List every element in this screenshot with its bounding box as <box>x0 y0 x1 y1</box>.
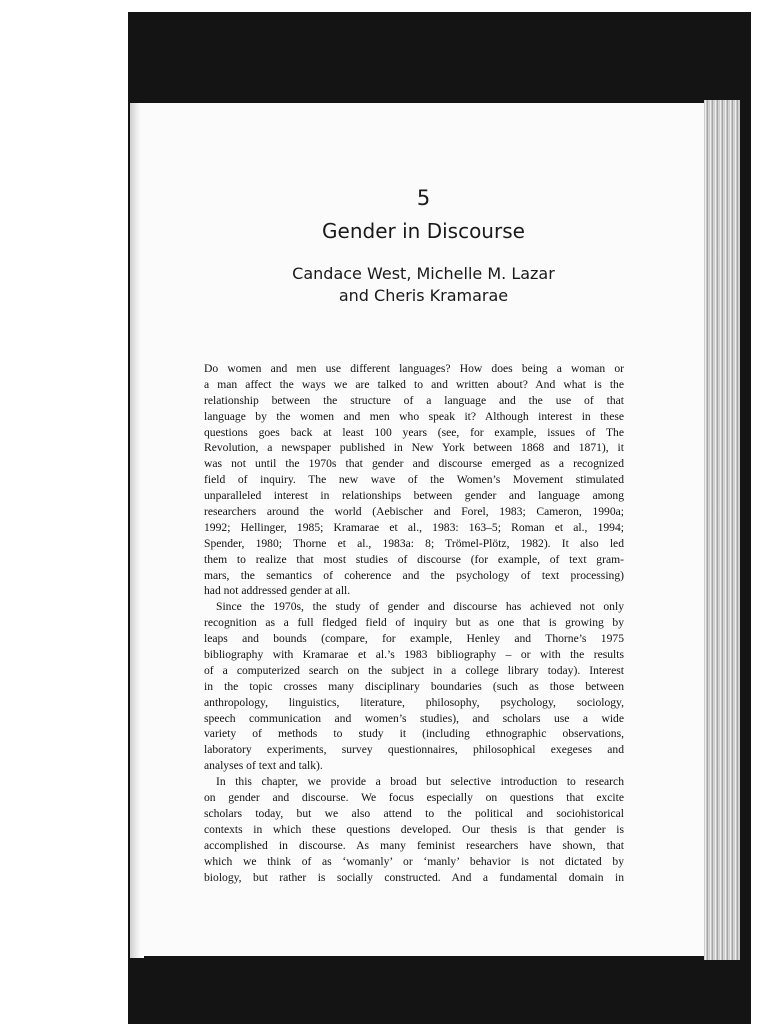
text-line: relationship between the structure of a language and the use of that <box>204 393 624 407</box>
author-line: and Cheris Kramarae <box>338 286 509 305</box>
text-line: laboratory experiments, survey questionnaires, philosophical exegeses and <box>204 743 624 757</box>
text-line: them to realize that most studies of discourse (for example, of text gram- <box>204 552 624 566</box>
text-line: biology, but rather is socially constructed. And a fundamental domain in <box>204 870 624 884</box>
chapter-title: Gender in Discourse <box>322 219 525 243</box>
text-line: 1992; Hellinger, 1985; Kramarae et al., 1983: 163–5; Roman et al., 1994; <box>204 520 624 534</box>
text-line: Since the 1970s, the study of gender and discourse has achieved not only <box>216 600 624 614</box>
text-line: language by the women and men who speak it? Although interest in these <box>204 409 624 423</box>
text-line: of a computerized search on the subject in a college library today). Interest <box>204 663 624 677</box>
text-line: In this chapter, we provide a broad but selective introduction to research <box>216 775 624 789</box>
text-line: anthropology, linguistics, literature, philosophy, psychology, sociology, <box>204 695 624 709</box>
text-line: Do women and men use different languages? How does being a woman or <box>204 362 624 375</box>
text-line: questions goes back at least 100 years (see, for example, issues of The <box>204 425 624 439</box>
text-line: leaps and bounds (compare, for example, Henley and Thorne’s 1975 <box>204 632 624 646</box>
text-line: Revolution, a newspaper published in New York between 1868 and 1871), it <box>204 441 624 455</box>
body-text <box>204 361 624 885</box>
text-line: in the topic crosses many disciplinary boundaries (such as those between <box>204 679 624 693</box>
text-line: analyses of text and talk). <box>204 759 323 773</box>
chapter-authors <box>140 263 707 307</box>
text-line: had not addressed gender at all. <box>204 584 351 598</box>
text-line: was not until the 1970s that gender and discourse emerged as a recognized <box>204 457 624 471</box>
text-line: variety of methods to study it (including ethnographic observations, <box>204 727 624 741</box>
text-line: scholars today, but we also attend to the political and sociohistorical <box>204 806 624 820</box>
page-edges <box>704 100 740 960</box>
text-line: on gender and discourse. We focus especially on questions that excite <box>204 791 624 805</box>
text-line: which we think of as ‘womanly’ or ‘manly’ behavior is not dictated by <box>204 854 624 868</box>
text-line: bibliography with Kramarae et al.’s 1983 bibliography – or with the results <box>204 648 624 662</box>
text-line: accomplished in discourse. As many feminist researchers have shown, that <box>204 838 624 852</box>
author-line: Candace West, Michelle M. Lazar <box>292 264 555 283</box>
text-line: unparalleled interest in relationships between gender and language among <box>204 489 624 503</box>
text-line: mars, the semantics of coherence and the psychology of text processing) <box>204 568 624 582</box>
text-line: contexts in which these questions developed. Our thesis is that gender is <box>204 822 624 836</box>
text-line: field of inquiry. The new wave of the Women’s Movement stimulated <box>204 473 624 487</box>
text-line: researchers around the world (Aebischer and Forel, 1983; Cameron, 1990a; <box>204 505 624 519</box>
text-line: a man affect the ways we are talked to and written about? And what is the <box>204 377 624 391</box>
text-line: Spender, 1980; Thorne et al., 1983a: 8; Trömel-Plötz, 1982). It also led <box>204 536 624 550</box>
text-line: speech communication and women’s studies), and scholars use a wide <box>204 711 624 725</box>
text-line: recognition as a full fledged field of inquiry but as one that is growing by <box>204 616 624 630</box>
chapter-number: 5 <box>416 186 431 210</box>
